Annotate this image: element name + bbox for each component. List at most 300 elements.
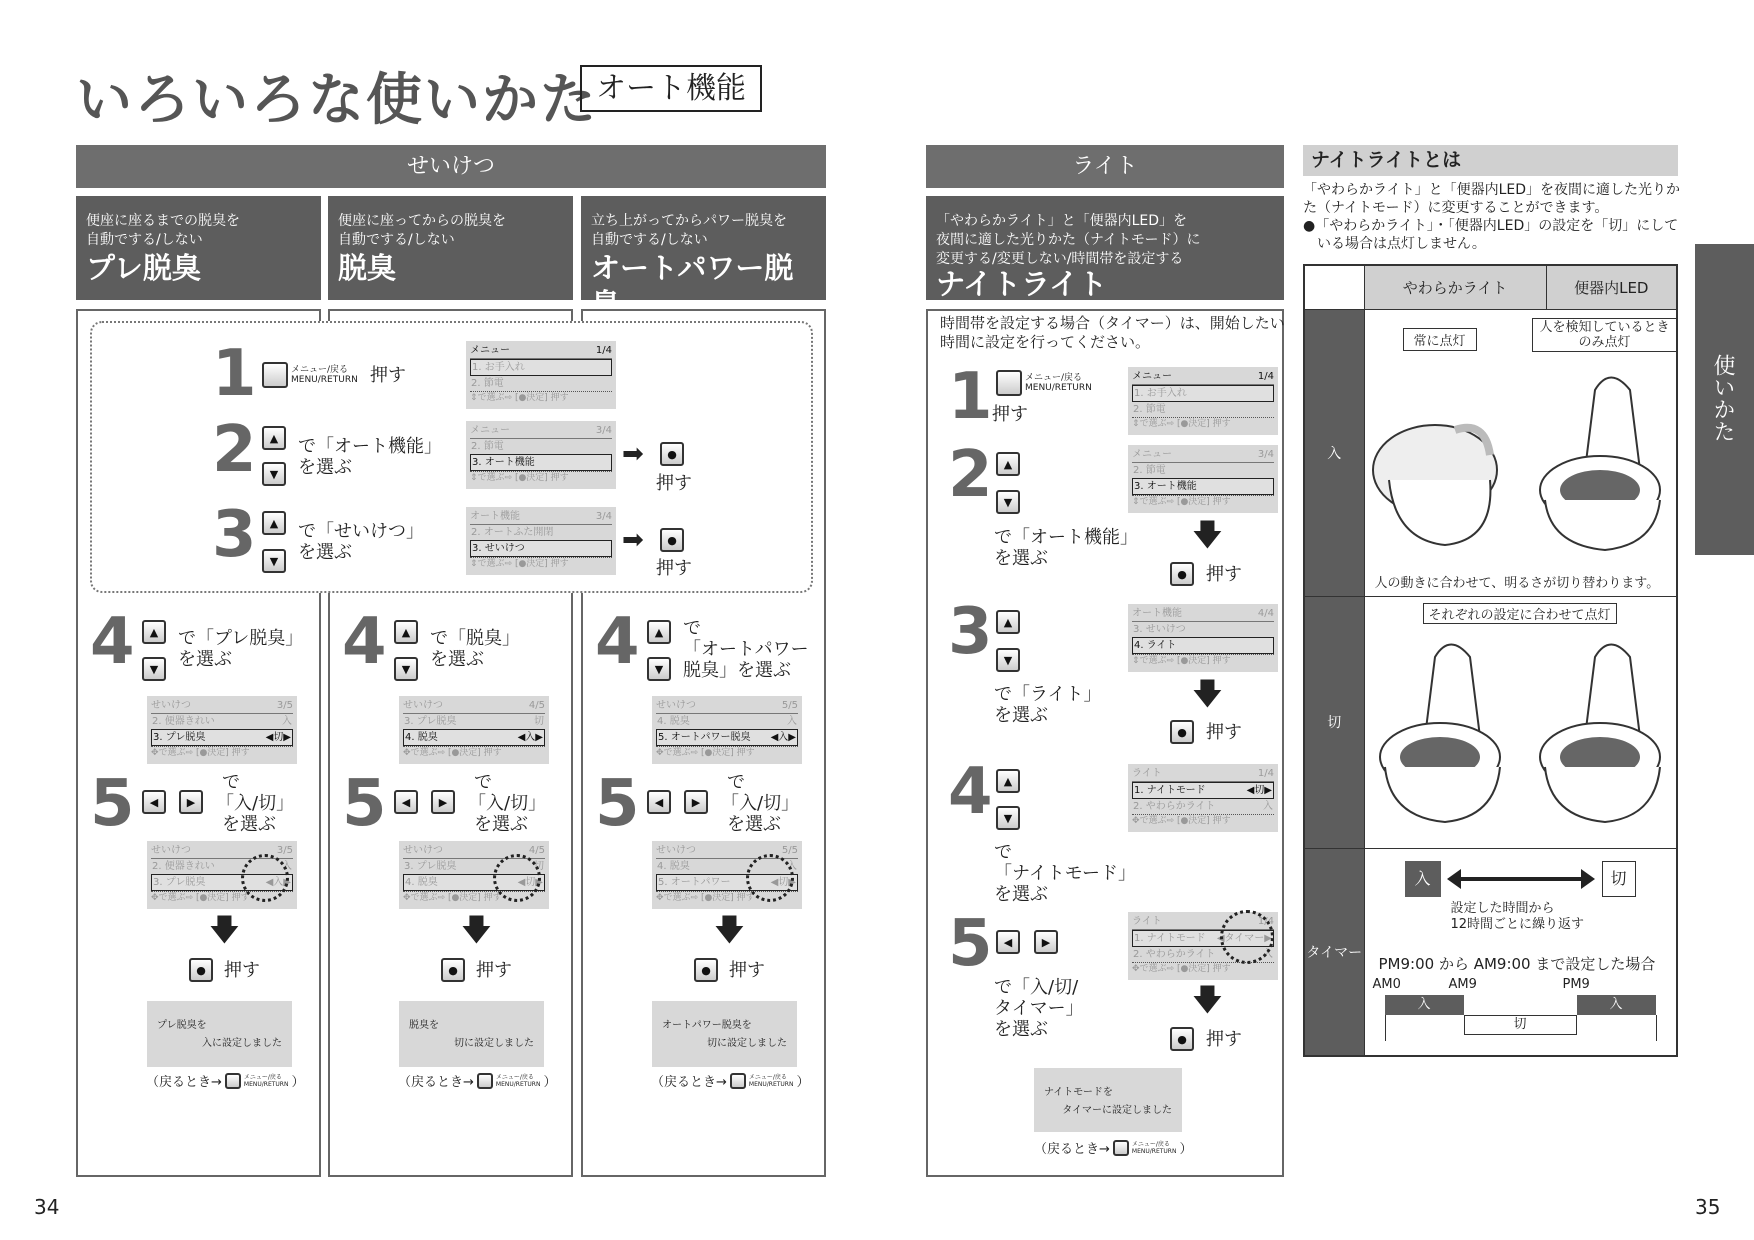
toilet-illustrations: [1365, 627, 1679, 837]
toilet-soft-light-icon: [1380, 644, 1500, 822]
step-4-text: で: [994, 842, 1012, 863]
menu-item-value: 入: [1263, 801, 1273, 812]
step-5-text-c: を選ぶ: [222, 814, 276, 835]
menu-label: [749, 1074, 794, 1088]
right-button-icon: ▶: [179, 790, 203, 814]
step-2-text: で「オート機能」: [298, 436, 442, 457]
push-text: 押す: [729, 960, 765, 981]
step-1-text: 押す: [370, 365, 406, 386]
timeline-line: [1385, 1015, 1386, 1041]
on-note: 人の動きに合わせて、明るさが切り替わります。: [1374, 575, 1660, 591]
screen-title-row: [470, 344, 612, 359]
screen-menu-item: [470, 525, 612, 540]
col-header: やわらかライト: [1364, 265, 1546, 309]
screen-menu-item: [656, 729, 798, 746]
menu-item-label: 2. 節電: [1133, 404, 1166, 415]
push-text: 押す: [1206, 1029, 1242, 1050]
menu-item-label: 3. プレ脱臭: [404, 861, 457, 872]
menu-item-value: ◀タイマー▶: [1216, 933, 1272, 944]
screen-menu-item: [1132, 622, 1274, 637]
menu-item-label: 2. 節電: [1133, 465, 1166, 476]
step-5-text-c: を選ぶ: [474, 814, 528, 835]
push-text: 押す: [656, 473, 692, 494]
up-button-icon: ▲: [996, 769, 1020, 793]
step-5-number: 5: [342, 767, 387, 841]
menu-label-en: MENU/RETURN: [291, 375, 358, 385]
screen-footer: ⇕で選ぶ⇨ [●決定] 押す: [470, 391, 612, 405]
step-4-number: 4: [342, 605, 387, 679]
result-line: 切に設定しました: [454, 1038, 534, 1049]
step-5-text-c: を選ぶ: [994, 1019, 1048, 1040]
right-button-icon: ▶: [431, 790, 455, 814]
menu-label: [244, 1074, 289, 1088]
menu-label: メニュー/戻る: [1131, 1140, 1170, 1148]
result-line: 切に設定しました: [707, 1038, 787, 1049]
row-header-timer: タイマー: [1304, 848, 1364, 1056]
empty-cell: [1304, 265, 1364, 309]
step-1-number: 1: [948, 360, 993, 434]
screen-title: メニュー: [1132, 371, 1172, 382]
page-title: いろいろな使いかた: [76, 68, 598, 133]
nightlight-table: [1303, 264, 1678, 1057]
menu-label: メニュー/戻る: [1025, 373, 1083, 383]
back-text: （戻るとき→: [398, 1075, 474, 1090]
screen-title: メニュー: [470, 345, 510, 356]
back-instruction: [1034, 1138, 1192, 1157]
timeline-line: [1656, 1015, 1657, 1041]
step-5-number: 5: [595, 767, 640, 841]
timer-intro: [940, 314, 1285, 352]
step-3-text: で「せいけつ」: [298, 521, 424, 542]
step-4-text: で: [683, 618, 701, 639]
menu-item-value: 切: [534, 716, 544, 727]
back-text: ）: [291, 1075, 305, 1090]
menu-item-value: ◀切▶: [517, 877, 543, 888]
always-on-label: 常に点灯: [1403, 328, 1477, 351]
screen-footer: ✥で選ぶ⇨ [●決定] 押す: [656, 746, 798, 760]
enter-button-icon: ●: [1170, 720, 1194, 744]
page-number-left: 34: [34, 1195, 60, 1219]
screen-menu-item: [1132, 385, 1274, 402]
screen-title: せいけつ: [656, 700, 696, 711]
left-button-icon: ◀: [996, 930, 1020, 954]
up-button-icon: ▲: [142, 620, 166, 644]
push-text: 押す: [656, 558, 692, 579]
step-4-number: 4: [948, 755, 993, 829]
push-text: 押す: [476, 960, 512, 981]
highlight-circle: [746, 854, 794, 902]
back-text: （戻るとき→: [1034, 1142, 1110, 1157]
screen-footer: ✥で選ぶ⇨ [●決定] 押す: [1132, 962, 1274, 976]
remote-screen: [1128, 367, 1278, 435]
tick-label: PM9: [1562, 976, 1590, 992]
side-tab: 使いかた: [1695, 244, 1754, 555]
screen-menu-item: [470, 454, 612, 471]
highlight-circle: [493, 854, 541, 902]
screen-footer: ⇕で選ぶ⇨ [●決定] 押す: [470, 471, 612, 485]
remote-screen: [652, 696, 802, 764]
result-line: 脱臭を: [409, 1020, 439, 1031]
row-header-off: 切: [1304, 596, 1364, 848]
screen-menu-item: [151, 714, 293, 729]
enter-button-icon: ●: [441, 958, 465, 982]
step-5-text: で: [222, 772, 240, 793]
right-button-icon: ▶: [684, 790, 708, 814]
menu-label: [496, 1074, 541, 1088]
menu-item-label: 4. ライト: [1134, 640, 1177, 651]
back-instruction: [146, 1071, 304, 1090]
screen-footer: ⇕で選ぶ⇨ [●決定] 押す: [1132, 417, 1274, 431]
menu-label-en: MENU/RETURN: [1025, 383, 1092, 393]
menu-item-label: 4. 脱臭: [657, 861, 690, 872]
desc: 自動でする/しない: [591, 232, 708, 248]
highlight-circle: [1220, 910, 1274, 964]
step-3-number: 3: [212, 498, 257, 572]
menu-item-value: 入: [282, 861, 292, 872]
left-button-icon: ◀: [142, 790, 166, 814]
menu-return-button: [225, 1073, 241, 1089]
menu-return-button: [262, 362, 358, 388]
menu-item-value: ◀切▶: [770, 877, 796, 888]
menu-item-label: 3. プレ脱臭: [153, 732, 206, 743]
right-button-icon: ▶: [1034, 930, 1058, 954]
screen-title: メニュー: [1132, 449, 1172, 460]
desc: 変更する/変更しない/時間帯を設定する: [936, 251, 1184, 267]
remote-screen: [399, 696, 549, 764]
result-line: ナイトモードを: [1044, 1087, 1113, 1098]
step-3-text-b: を選ぶ: [298, 542, 352, 563]
remote-screen: [1128, 604, 1278, 672]
step-4-text-b: 「オートパワー: [683, 639, 809, 660]
screen-footer: ✥で選ぶ⇨ [●決定] 押す: [403, 746, 545, 760]
screen-title-row: [470, 510, 612, 525]
step-5-text-b: 「入/切」: [216, 793, 295, 814]
screen-title-row: [1132, 607, 1274, 622]
step-5-text: で「入/切/: [994, 977, 1079, 998]
screen-menu-item: [1132, 637, 1274, 654]
arrow-down-icon: 🡇: [461, 913, 492, 948]
desc: 自動でする/しない: [86, 232, 203, 248]
step-3-number: 3: [948, 595, 993, 669]
back-text: （戻るとき→: [651, 1075, 727, 1090]
col-header: 便器内LED: [1546, 265, 1677, 309]
menu-item-label: 3. せいけつ: [1133, 624, 1186, 635]
seiketsu-header: せいけつ: [76, 145, 826, 188]
enter-button-icon: ●: [694, 958, 718, 982]
menu-label: メニュー/戻る: [291, 365, 349, 375]
up-button-icon: ▲: [996, 452, 1020, 476]
step-5-text: で: [727, 772, 745, 793]
screen-title: せいけつ: [403, 845, 443, 856]
toilet-led-icon: [1540, 377, 1660, 550]
step-2-text-b: を選ぶ: [298, 457, 352, 478]
arrow-right-icon: ➡: [622, 439, 644, 469]
repeat-note: [1451, 901, 1585, 933]
result-line: オートパワー脱臭を: [662, 1020, 752, 1031]
timer-on-box: 入: [1405, 861, 1441, 897]
nightlight-description: [1303, 181, 1683, 253]
light-header: ライト: [926, 145, 1284, 188]
left-button-icon: ◀: [647, 790, 671, 814]
screen-page: 3/4: [595, 425, 612, 436]
menu-item-value: 切: [534, 861, 544, 872]
screen-footer: ⇕で選ぶ⇨ [●決定] 押す: [470, 557, 612, 571]
arrow-down-icon: 🡇: [1192, 983, 1223, 1018]
menu-item-label: 2. やわらかライト: [1133, 801, 1216, 812]
screen-title-row: [1132, 370, 1274, 385]
screen-menu-item: [470, 439, 612, 454]
step-5-number: 5: [90, 767, 135, 841]
down-button-icon: ▼: [996, 490, 1020, 514]
screen-title-row: [656, 699, 798, 714]
step-2-number: 2: [948, 438, 993, 512]
tick-label: AM9: [1448, 976, 1477, 992]
menu-item-label: 4. 脱臭: [405, 732, 438, 743]
screen-title: メニュー: [470, 425, 510, 436]
up-button-icon: ▲: [262, 511, 286, 535]
screen-menu-item: [656, 714, 798, 729]
push-text: 押す: [224, 960, 260, 981]
column-header: [328, 196, 573, 300]
arrow-down-icon: 🡇: [714, 913, 745, 948]
screen-page: 5/5: [781, 845, 798, 856]
menu-item-value: 入: [282, 716, 292, 727]
desc: 夜間に適した光りかた（ナイトモード）に: [936, 232, 1201, 248]
screen-footer: ⇕で選ぶ⇨ [●決定] 押す: [1132, 495, 1274, 509]
result-screen: [399, 1001, 544, 1067]
step-4-text: で「プレ脱臭」: [178, 628, 304, 649]
up-button-icon: ▲: [394, 620, 418, 644]
screen-page: 4/5: [528, 700, 545, 711]
off-note: それぞれの設定に合わせて点灯: [1423, 603, 1617, 624]
menu-item-label: 3. せいけつ: [472, 543, 525, 554]
remote-screen: [147, 696, 297, 764]
screen-menu-item: [1132, 463, 1274, 478]
menu-item-label: 2. 節電: [471, 378, 504, 389]
page-number-right: 35: [1695, 1195, 1721, 1219]
step-5-text: で: [474, 772, 492, 793]
nightlight-title: ナイトライトとは: [1303, 145, 1678, 176]
timer-cell: [1364, 848, 1677, 1056]
up-button-icon: ▲: [996, 610, 1020, 634]
remote-screen: [1128, 764, 1278, 832]
desc: 便座に座るまでの脱臭を: [86, 213, 240, 229]
down-button-icon: ▼: [394, 657, 418, 681]
screen-page: 3/4: [595, 511, 612, 522]
step-4-number: 4: [595, 605, 640, 679]
arrow-down-icon: 🡇: [1192, 518, 1223, 553]
screen-menu-item: [470, 540, 612, 557]
screen-title: オート機能: [1132, 608, 1182, 619]
menu-return-button: [996, 370, 1092, 396]
step-5-text-c: を選ぶ: [727, 814, 781, 835]
menu-item-label: 2. やわらかライト: [1133, 949, 1216, 960]
arrow-down-icon: 🡇: [1192, 677, 1223, 712]
screen-title-row: [1132, 448, 1274, 463]
row-header-on: 入: [1304, 309, 1364, 596]
step-5-number: 5: [948, 907, 993, 981]
back-text: （戻るとき→: [146, 1075, 222, 1090]
remote-screen: [466, 507, 616, 575]
step-4-text-c: 脱臭」を選ぶ: [683, 660, 791, 681]
toilet-led-icon: [1540, 644, 1660, 822]
push-text: 押す: [992, 404, 1028, 425]
back-text: ）: [1179, 1142, 1193, 1157]
timer-example: PM9:00 から AM9:00 まで設定した場合: [1378, 954, 1656, 973]
intro-line: 時間に設定を行ってください。: [940, 333, 1151, 351]
screen-page: 5/5: [781, 700, 798, 711]
feature-name: オートパワー脱臭: [591, 251, 794, 321]
result-screen: [147, 1001, 292, 1067]
screen-title: せいけつ: [151, 845, 191, 856]
menu-item-label: 5. オートパワー: [658, 877, 731, 888]
on-cell: [1364, 309, 1677, 596]
screen-title: オート機能: [470, 511, 520, 522]
screen-menu-item: [1132, 402, 1274, 417]
menu-item-value: 入: [787, 716, 797, 727]
section-label: オート機能: [580, 65, 762, 112]
note: ●「やわらかライト」・「便器内LED」の設定を「切」にしている場合は点灯しません。: [1303, 218, 1679, 252]
screen-footer: ⇕で選ぶ⇨ [●決定] 押す: [1132, 654, 1274, 668]
paragraph: 「やわらかライト」と「便器内LED」を夜間に適した光りかた（ナイトモード）に変更することができます。: [1303, 182, 1681, 216]
step-4-text: で「脱臭」: [430, 628, 520, 649]
step-4-text-b: を選ぶ: [178, 649, 232, 670]
screen-footer: ✥で選ぶ⇨ [●決定] 押す: [403, 891, 545, 905]
screen-menu-item: [151, 729, 293, 746]
menu-label-en: MENU/RETURN: [243, 1080, 289, 1088]
menu-item-label: 3. プレ脱臭: [404, 716, 457, 727]
screen-menu-item: [1132, 782, 1274, 799]
menu-item-label: 1. ナイトモード: [1134, 933, 1206, 944]
down-button-icon: ▼: [996, 806, 1020, 830]
desc: 「やわらかライト」と「便器内LED」を: [936, 213, 1188, 229]
step-4-text-b: 「ナイトモード」: [994, 863, 1137, 884]
timer-off-box: 切: [1602, 861, 1636, 897]
tick-label: AM0: [1372, 976, 1401, 992]
menu-item-label: 4. 脱臭: [405, 877, 438, 888]
back-text: ）: [796, 1075, 810, 1090]
step-3-text: で「ライト」: [994, 684, 1102, 705]
back-text: ）: [543, 1075, 557, 1090]
step-4-text-b: を選ぶ: [430, 649, 484, 670]
down-button-icon: ▼: [262, 462, 286, 486]
highlight-circle: [241, 854, 289, 902]
feature-name: 脱臭: [338, 251, 397, 285]
result-screen: [1034, 1068, 1182, 1132]
menu-item-label: 3. オート機能: [472, 457, 535, 468]
toilet-soft-light-icon: [1373, 425, 1497, 545]
screen-menu-item: [470, 376, 612, 391]
menu-item-value: ◀入▶: [517, 732, 543, 743]
enter-button-icon: ●: [660, 528, 684, 552]
desc: 自動でする/しない: [338, 232, 455, 248]
down-button-icon: ▼: [647, 657, 671, 681]
screen-menu-item: [1132, 799, 1274, 814]
nightlight-header: [926, 196, 1284, 300]
column-header: [581, 196, 826, 321]
screen-title-row: [1132, 767, 1274, 782]
menu-item-value: 入: [787, 861, 797, 872]
menu-return-button: [730, 1073, 746, 1089]
screen-menu-item: [403, 714, 545, 729]
push-text: 押す: [1206, 722, 1242, 743]
screen-page: 1/4: [1257, 916, 1274, 927]
toilet-illustrations: [1365, 360, 1679, 560]
up-button-icon: ▲: [647, 620, 671, 644]
screen-page: 3/5: [276, 845, 293, 856]
menu-return-button: [477, 1073, 493, 1089]
screen-page: 3/5: [276, 700, 293, 711]
push-text: 押す: [1206, 564, 1242, 585]
step-2-number: 2: [212, 413, 257, 487]
menu-item-label: 3. オート機能: [1134, 481, 1197, 492]
menu-label: メニュー/戻る: [243, 1073, 282, 1081]
screen-footer: ✥で選ぶ⇨ [●決定] 押す: [151, 891, 293, 905]
menu-item-value: ◀切▶: [265, 732, 291, 743]
result-line: 入に設定しました: [202, 1038, 282, 1049]
desc: 便座に座ってからの脱臭を: [338, 213, 506, 229]
repeat-line: 12時間ごとに繰り返す: [1450, 916, 1585, 932]
screen-title-row: [470, 424, 612, 439]
screen-page: 3/4: [1257, 449, 1274, 460]
screen-page: 1/4: [595, 345, 612, 356]
result-screen: [652, 1001, 797, 1067]
common-steps-box: [90, 321, 813, 593]
arrow-down-icon: 🡇: [209, 913, 240, 948]
screen-title-row: [151, 699, 293, 714]
step-4-text-c: を選ぶ: [994, 884, 1048, 905]
menu-label-en: MENU/RETURN: [1131, 1147, 1177, 1155]
step-5-text-b: 「入/切」: [721, 793, 800, 814]
feature-name: プレ脱臭: [86, 251, 201, 285]
menu-item-label: 1. お手入れ: [472, 362, 525, 373]
timeline-on-segment: 入: [1577, 995, 1656, 1015]
timeline-off-segment: 切: [1464, 1015, 1577, 1035]
screen-menu-item: [403, 729, 545, 746]
desc: 立ち上がってからパワー脱臭を: [591, 213, 787, 229]
off-cell: [1364, 596, 1677, 848]
intro-line: 時間帯を設定する場合（タイマー）は、開始したい: [940, 314, 1285, 332]
double-arrow-icon: [1445, 865, 1597, 893]
screen-menu-item: [470, 359, 612, 376]
screen-page: 1/4: [1257, 768, 1274, 779]
menu-item-value: 入: [1263, 949, 1273, 960]
down-button-icon: ▼: [142, 657, 166, 681]
feature-name: ナイトライト: [936, 267, 1108, 301]
menu-item-value: ◀入▶: [770, 732, 796, 743]
menu-item-label: 2. 便器きれい: [152, 861, 215, 872]
menu-label-en: MENU/RETURN: [748, 1080, 794, 1088]
down-button-icon: ▼: [262, 549, 286, 573]
step-5-text-b: 「入/切」: [468, 793, 547, 814]
menu-label-en: MENU/RETURN: [495, 1080, 541, 1088]
enter-button-icon: ●: [1170, 562, 1194, 586]
screen-footer: ✥で選ぶ⇨ [●決定] 押す: [1132, 814, 1274, 828]
screen-title-row: [403, 699, 545, 714]
left-button-icon: ◀: [394, 790, 418, 814]
back-instruction: [398, 1071, 556, 1090]
screen-footer: ✥で選ぶ⇨ [●決定] 押す: [656, 891, 798, 905]
screen-title: せいけつ: [151, 700, 191, 711]
screen-title: せいけつ: [656, 845, 696, 856]
step-1-number: 1: [212, 337, 257, 411]
screen-page: 4/4: [1257, 608, 1274, 619]
remote-screen: [1128, 445, 1278, 513]
up-button-icon: ▲: [262, 426, 286, 450]
menu-item-label: 4. 脱臭: [657, 716, 690, 727]
step-2-text: で「オート機能」: [994, 527, 1138, 548]
screen-footer: ✥で選ぶ⇨ [●決定] 押す: [151, 746, 293, 760]
